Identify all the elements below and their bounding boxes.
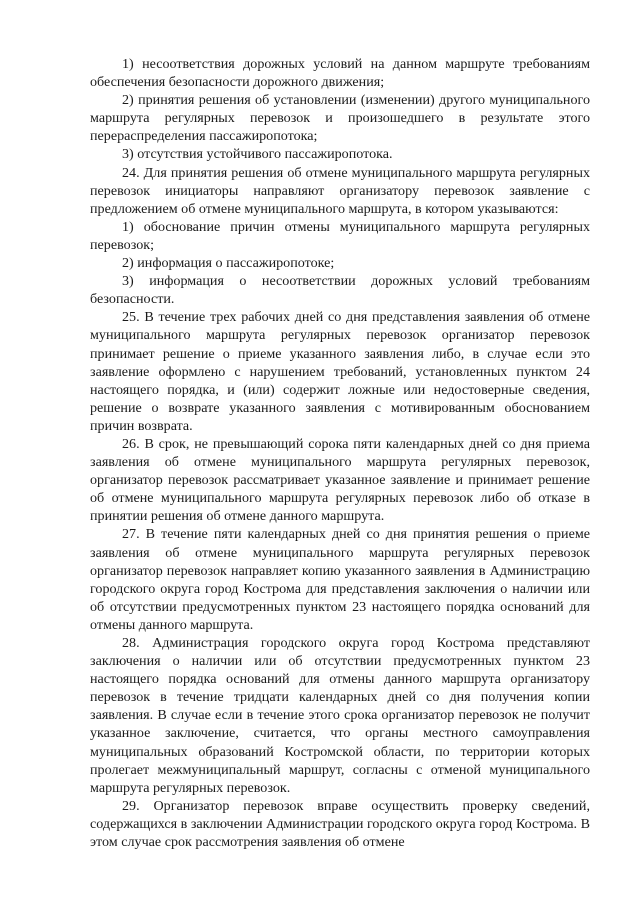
paragraph-26: 26. В срок, не превышающий сорока пяти календарных дней со дня приема заявления об отмене муниципального маршрута регулярных перевозок, организатор перевозок рассматривает указанное заявление и принимает решение об отмене муниципального маршрута регулярных перевозок либо об отказе в принятии решения об отмене данного маршрута. [90, 435, 590, 525]
paragraph-item-1: 1) несоответствия дорожных условий на данном маршруте требованиям обеспечения безопасности дорожного движения; [90, 56, 590, 91]
paragraph-25: 25. В течение трех рабочих дней со дня представления заявления об отмене муниципального маршрута регулярных перевозок организатор перевозок принимает решение о приеме указанного заявления либо, в случае если это заявление оформлено с нарушением требований, установленных пунктом 24 настоящего порядка, и (или) содержит ложные или недостоверные сведения, решение о возврате указанного заявления с мотивированным обоснованием причин возврата. [90, 309, 590, 434]
paragraph-24-item-1: 1) обоснование причин отмены муниципального маршрута регулярных перевозок; [90, 218, 590, 253]
paragraph-item-3: 3) отсутствия устойчивого пассажиропотока. [122, 146, 393, 163]
paragraph-29: 29. Организатор перевозок вправе осуществить проверку сведений, содержащихся в заключении Администрации городского округа город Кострома. В этом случае срок рассмотрения заявления об отмене [90, 797, 590, 851]
paragraph-24-item-2: 2) информация о пассажиропотоке; [122, 255, 335, 272]
paragraph-24: 24. Для принятия решения об отмене муниципального маршрута регулярных перевозок инициаторы направляют организатору перевозок заявление с предложением об отмене муниципального маршрута, в котором указываются: [90, 164, 590, 217]
document-page [90, 55, 590, 851]
paragraph-item-2: 2) принятия решения об установлении (изменении) другого муниципального маршрута регулярных перевозок и произошедшего в результате этого перераспределения пассажиропотока; [90, 92, 590, 145]
paragraph-27: 27. В течение пяти календарных дней со дня принятия решения о приеме заявления об отмене муниципального маршрута регулярных перевозок организатор перевозок направляет копию указанного заявления в Администрацию городского округа город Кострома для представления заключения о наличии или об отсутствии предусмотренных пунктом 23 настоящего порядка оснований для отмены данного маршрута. [90, 526, 590, 633]
paragraph-24-item-3: 3) информация о несоответствии дорожных условий требованиям безопасности. [90, 273, 590, 308]
paragraph-28: 28. Администрация городского округа город Кострома представляют заключения о наличии или об отсутствии предусмотренных пунктом 23 настоящего порядка оснований для отмены данного маршрута организатору перевозок в течение тридцати календарных дней со дня получения копии заявления. В случае если в течение этого срока организатор перевозок не получит указанное заключение, считается, что органы местного самоуправления муниципальных образований Костромской области, по территории которых пролегает межмуниципальный маршрут, согласны с отменой муниципального маршрута регулярных перевозок. [90, 635, 590, 796]
